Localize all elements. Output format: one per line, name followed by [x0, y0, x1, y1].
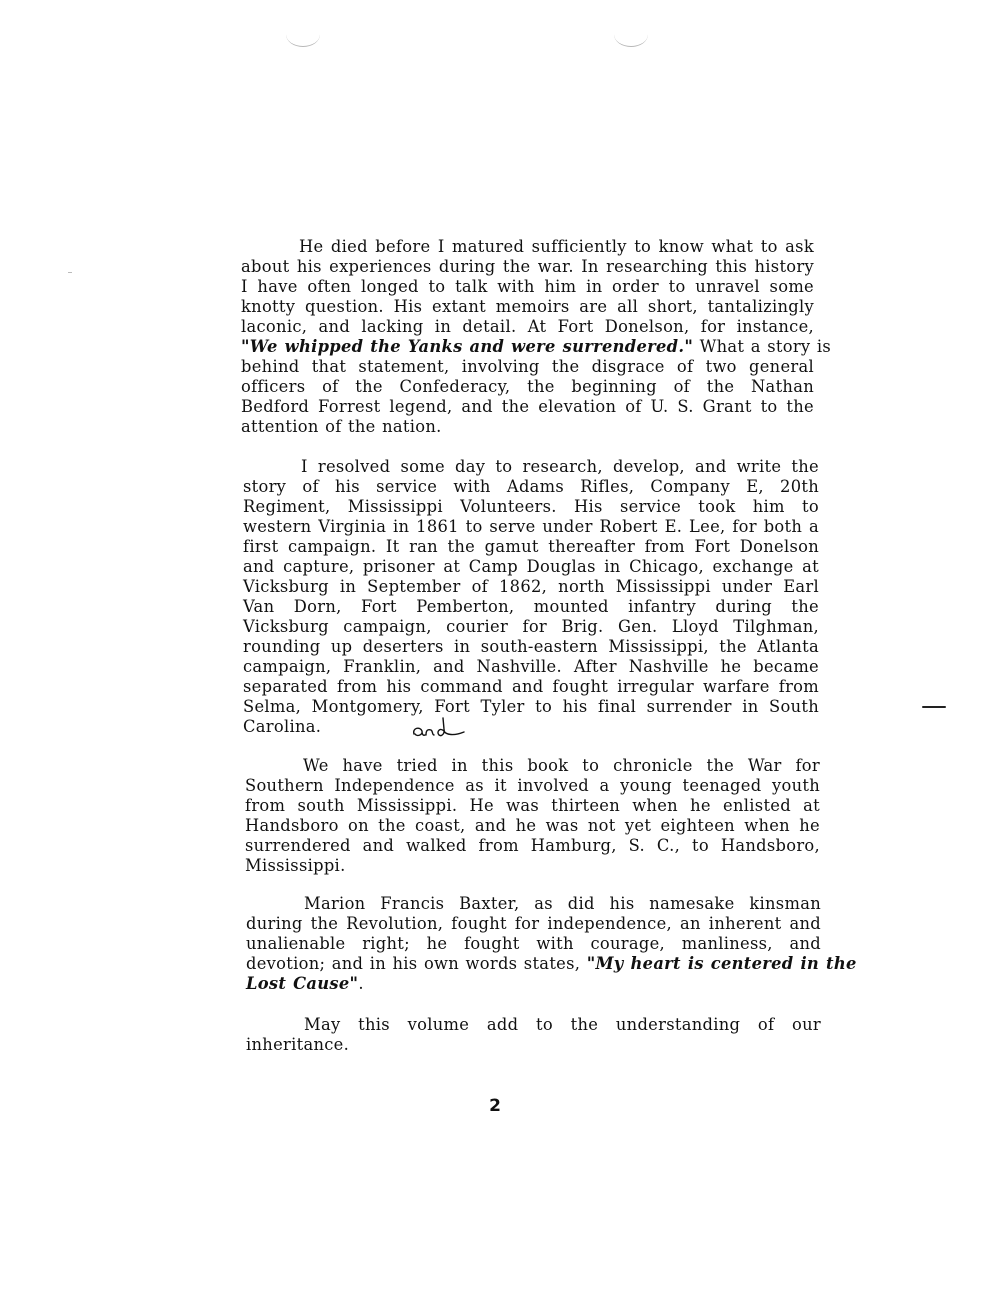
paragraph-line: Handsboro on the coast, and he was not yet eighteen when he: [245, 816, 820, 835]
paragraph-line: Carolina.: [243, 717, 322, 736]
paragraph-line: unalienable right; he fought with courage, manliness, and: [246, 934, 821, 953]
paragraph-line: from south Mississippi. He was thirteen when he enlisted at: [245, 796, 820, 815]
handwritten-insert-and: [410, 714, 470, 742]
paragraph-line: We have tried in this book to chronicle the War for: [303, 756, 820, 775]
paragraph-line: surrendered and walked from Hamburg, S. C., to Handsboro,: [245, 836, 820, 855]
margin-dash-mark: [922, 706, 946, 708]
paragraph-1: [241, 237, 832, 437]
paragraph-line: Vicksburg in September of 1862, north Mississippi under Earl: [243, 577, 819, 596]
italic-quote: "We whipped the Yanks and were surrendered.": [241, 337, 694, 356]
punch-hole-shadow-right: [614, 22, 648, 47]
paragraph-line: western Virginia in 1861 to serve under Robert E. Lee, for both a: [243, 517, 819, 536]
italic-quote: Lost Cause": [246, 974, 359, 993]
paragraph-line: knotty question. His extant memoirs are all short, tantalizingly: [241, 297, 814, 316]
paragraph-line: separated from his command and fought irregular warfare from: [243, 677, 819, 696]
paragraph-line: Regiment, Mississippi Volunteers. His service took him to: [243, 497, 819, 516]
paragraph-line-with-quote: [241, 337, 832, 357]
paragraph-line: Selma, Montgomery, Fort Tyler to his final surrender in South: [243, 697, 819, 716]
quote-lead-in: devotion; and in his own words states,: [246, 954, 587, 973]
quote-continuation: What a story is: [693, 337, 832, 356]
paragraph-line: Vicksburg campaign, courier for Brig. Gen. Lloyd Tilghman,: [243, 617, 819, 636]
paragraph-line: Bedford Forrest legend, and the elevation of U. S. Grant to the: [241, 397, 814, 416]
paragraph-line: first campaign. It ran the gamut thereafter from Fort Donelson: [243, 537, 819, 556]
paragraph-line: about his experiences during the war. In researching this history: [241, 257, 814, 276]
paragraph-3: [245, 756, 820, 876]
paragraph-2: [243, 457, 819, 737]
paragraph-4: [246, 894, 857, 994]
paragraph-line: officers of the Confederacy, the beginning of the Nathan: [241, 377, 814, 396]
page-number: 2: [489, 1096, 501, 1116]
paragraph-line: May this volume add to the understanding of our: [304, 1015, 821, 1034]
punch-hole-shadow-left: [286, 22, 320, 47]
paragraph-line-with-quote: [246, 974, 821, 994]
paragraph-line: behind that statement, involving the disgrace of two general: [241, 357, 814, 376]
paragraph-line: and capture, prisoner at Camp Douglas in Chicago, exchange at: [243, 557, 819, 576]
paragraph-line: Marion Francis Baxter, as did his namesake kinsman: [304, 894, 821, 913]
paragraph-line: laconic, and lacking in detail. At Fort Donelson, for instance,: [241, 317, 814, 336]
paragraph-line: story of his service with Adams Rifles, Company E, 20th: [243, 477, 819, 496]
paragraph-line-with-quote: [246, 954, 857, 974]
paragraph-5: [246, 1015, 821, 1055]
paragraph-line: I have often longed to talk with him in order to unravel some: [241, 277, 814, 296]
paragraph-line: attention of the nation.: [241, 417, 442, 436]
paragraph-line: Mississippi.: [245, 856, 346, 875]
paragraph-line: Van Dorn, Fort Pemberton, mounted infantry during the: [243, 597, 819, 616]
quote-end: .: [358, 974, 364, 993]
scan-speck: [68, 272, 72, 273]
paragraph-line: Southern Independence as it involved a young teenaged youth: [245, 776, 820, 795]
italic-quote: "My heart is centered in the: [586, 954, 857, 973]
paragraph-line: campaign, Franklin, and Nashville. After Nashville he became: [243, 657, 819, 676]
paragraph-line: He died before I matured sufficiently to know what to ask: [299, 237, 814, 256]
paragraph-line: inheritance.: [246, 1035, 350, 1054]
paragraph-line: rounding up deserters in south-eastern Mississippi, the Atlanta: [243, 637, 819, 656]
paragraph-line: I resolved some day to research, develop, and write the: [301, 457, 819, 476]
paragraph-line: during the Revolution, fought for independence, an inherent and: [246, 914, 821, 933]
